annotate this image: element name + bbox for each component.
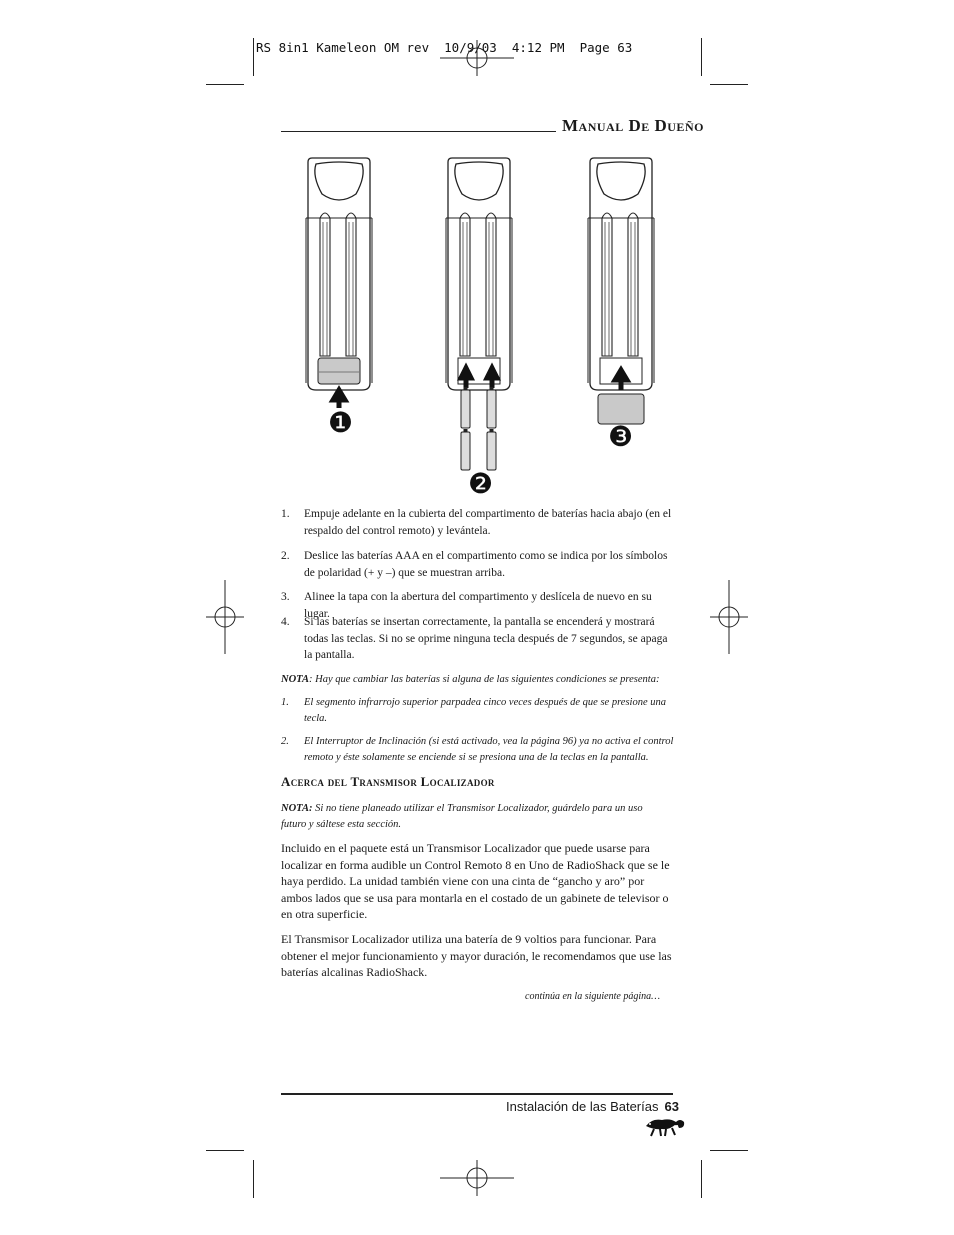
step-number: 2. [281, 550, 290, 562]
section-heading: Acerca del Transmisor Localizador [281, 774, 495, 789]
note-text: : Hay que cambiar las baterías si alguna de las siguientes condiciones se presenta: [309, 674, 660, 685]
title-rule [281, 131, 556, 132]
note-item-number: 1. [281, 697, 289, 708]
note-battery-conditions [281, 672, 676, 688]
note-text: Si no tiene planeado utilizar el Transmisor Localizador, guárdelo para un uso futuro y sáltese esta sección. [281, 803, 643, 830]
note-label: NOTA: [281, 803, 313, 814]
continued-note: continúa en la siguiente página… [525, 991, 660, 1002]
page-title: Manual De Dueño [562, 116, 704, 135]
note-locator [281, 801, 661, 833]
print-slug: RS 8in1 Kameleon OM rev 10/9/03 4:12 PM Page 63 [256, 40, 633, 55]
page-number: 63 [664, 1099, 679, 1114]
step-text: Alinee la tapa con la abertura del compartimento y deslícela de nuevo en su lugar. [304, 591, 652, 620]
step-number: 4. [281, 616, 290, 628]
step-3-marker: ❸ [608, 420, 634, 453]
step-2-marker: ❷ [468, 467, 494, 500]
step-text: Deslice las baterías AAA en el compartimento como se indica por los símbolos de polaridad (+ y –) que se muestran arriba. [304, 550, 668, 579]
note-item-text: El segmento infrarrojo superior parpadea cinco veces después de que se presione una tecla. [304, 697, 666, 724]
note-label: NOTA [281, 674, 310, 685]
step-text: Si las baterías se insertan correctamente, la pantalla se encenderá y mostrará todas las teclas. Si no se oprime ninguna tecla después de 7 segundos, se apaga la pantalla. [304, 616, 668, 661]
body-paragraph: El Transmisor Localizador utiliza una batería de 9 voltios para funcionar. Para obtener el mejor funcionamiento y mayor duración, le recomendamos que use las baterías alcalinas RadioShack. [281, 932, 672, 979]
step-number: 1. [281, 508, 290, 520]
note-item-number: 2. [281, 736, 289, 747]
footer-rule [281, 1093, 673, 1095]
chameleon-logo-icon [644, 1114, 686, 1138]
step-text: Empuje adelante en la cubierta del compartimento de baterías hacia abajo (en el respaldo del control remoto) y levántela. [304, 508, 672, 537]
footer [506, 1099, 679, 1114]
footer-section-title: Instalación de las Baterías [506, 1099, 659, 1114]
battery-install-illustration [280, 150, 680, 500]
step-number: 3. [281, 591, 290, 603]
note-item-text: El Interruptor de Inclinación (si está activado, vea la página 96) ya no activa el control remoto y éste solamente se enciende si se presiona una de la teclas en la pantalla. [304, 736, 674, 763]
step-1-marker: ❶ [328, 406, 354, 439]
body-paragraph: Incluido en el paquete está un Transmisor Localizador que puede usarse para localizar en forma audible un Control Remoto 8 en Uno de RadioShack que se le haya perdido. La unidad también viene con una cinta de “gancho y aro” por ambos lados que se usa para montarla en el costado de un gabinete de televisor o en otra superficie. [281, 841, 670, 921]
